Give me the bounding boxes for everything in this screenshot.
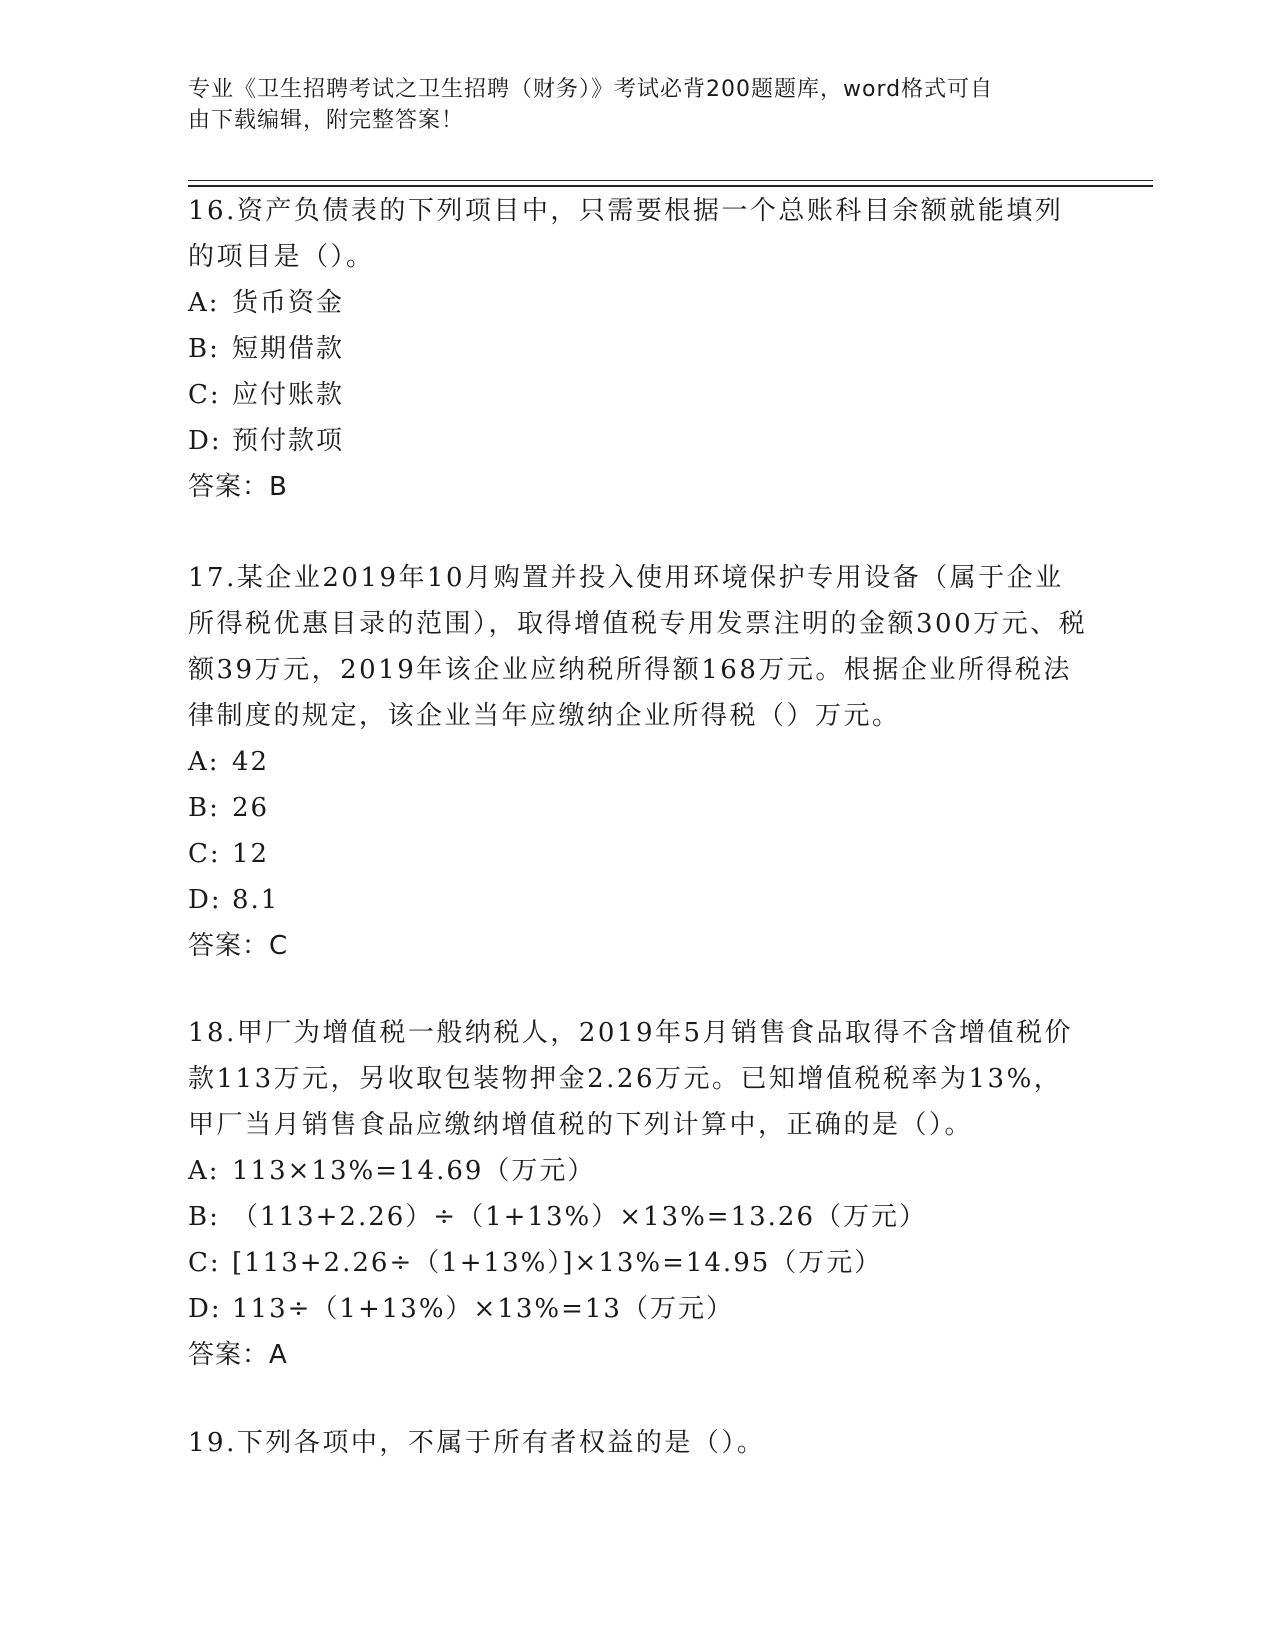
option-b <box>188 1194 1088 1240</box>
question-stem: 18.甲厂为增值税一般纳税人，2019年5月销售食品取得不含增值税价款113万元，另收取包装物押金2.26万元。已知增值税税率为13%，甲厂当月销售食品应缴纳增值税的下列计算中，正确的是（）。 <box>188 1018 1074 1140</box>
option-letter: D: <box>188 885 222 915</box>
option-text: （113+2.26）÷（1+13%）×13%=13.26（万元） <box>232 1202 927 1232</box>
option-text: [113+2.26÷（1+13%）]×13%=14.95（万元） <box>232 1248 883 1278</box>
document-header <box>188 74 1088 136</box>
option-a <box>188 280 1088 326</box>
question-16 <box>188 188 1088 510</box>
option-text: 42 <box>232 747 270 777</box>
answer-line <box>188 464 1088 510</box>
option-text: 12 <box>232 839 270 869</box>
option-text: 短期借款 <box>232 334 345 364</box>
header-rule-thin <box>188 180 1153 181</box>
answer-line <box>188 923 1088 969</box>
option-d <box>188 418 1088 464</box>
option-b <box>188 785 1088 831</box>
question-stem: 19.下列各项中，不属于所有者权益的是（）。 <box>188 1428 766 1458</box>
question-17 <box>188 555 1088 969</box>
option-c <box>188 372 1088 418</box>
option-text: 货币资金 <box>232 288 345 318</box>
answer-value: B <box>269 472 288 502</box>
option-letter: D: <box>188 1294 222 1324</box>
option-letter: C: <box>188 380 221 410</box>
question-18 <box>188 1010 1088 1378</box>
option-text: 应付账款 <box>232 380 345 410</box>
option-a <box>188 739 1088 785</box>
question-stem: 17.某企业2019年10月购置并投入使用环境保护专用设备（属于企业所得税优惠目录的范围），取得增值税专用发票注明的金额300万元、税额39万元，2019年该企业应纳税所得额168万元。根据企业所得税法律制度的规定，该企业当年应缴纳企业所得税（）万元。 <box>188 563 1088 731</box>
answer-value: A <box>269 1340 288 1370</box>
option-letter: A: <box>188 1156 220 1186</box>
answer-value: C <box>269 931 289 961</box>
option-c <box>188 831 1088 877</box>
option-text: 113÷（1+13%）×13%=13（万元） <box>232 1294 734 1324</box>
question-19 <box>188 1420 1088 1466</box>
option-text: 预付款项 <box>232 426 345 456</box>
option-text: 8.1 <box>232 885 280 915</box>
answer-line <box>188 1332 1088 1378</box>
option-letter: A: <box>188 288 220 318</box>
option-letter: B: <box>188 793 220 823</box>
answer-label: 答案： <box>188 1340 270 1370</box>
option-text: 113×13%=14.69（万元） <box>232 1156 596 1186</box>
option-d <box>188 877 1088 923</box>
question-stem: 16.资产负债表的下列项目中，只需要根据一个总账科目余额就能填列的项目是（）。 <box>188 196 1064 272</box>
option-letter: A: <box>188 747 220 777</box>
header-rule-thick <box>188 185 1153 187</box>
answer-label: 答案： <box>188 472 270 502</box>
option-letter: C: <box>188 839 221 869</box>
option-letter: D: <box>188 426 222 456</box>
option-letter: B: <box>188 1202 220 1232</box>
header-line-2: 由下载编辑，附完整答案！ <box>188 108 465 133</box>
header-line-1: 专业《卫生招聘考试之卫生招聘（财务）》考试必背200题题库，word格式可自 <box>188 77 994 102</box>
answer-label: 答案： <box>188 931 270 961</box>
option-text: 26 <box>232 793 270 823</box>
option-d <box>188 1286 1088 1332</box>
option-c <box>188 1240 1088 1286</box>
option-a <box>188 1148 1088 1194</box>
option-letter: B: <box>188 334 220 364</box>
option-b <box>188 326 1088 372</box>
option-letter: C: <box>188 1248 221 1278</box>
